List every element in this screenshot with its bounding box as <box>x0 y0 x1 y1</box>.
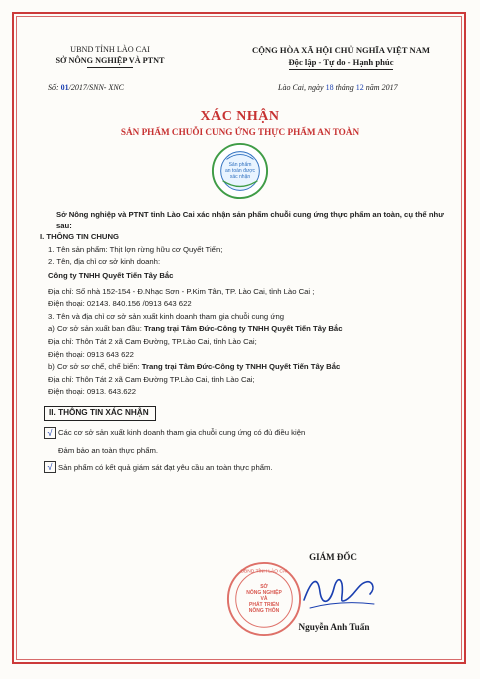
processor <box>40 362 444 373</box>
doc-number-prefix: Số: <box>48 83 61 92</box>
national-header <box>228 44 454 70</box>
document-title: XÁC NHẬN <box>200 109 280 124</box>
document-body <box>40 210 444 476</box>
doc-number-handwritten: 01 <box>60 83 69 92</box>
logo-line3: xác nhận <box>229 173 251 180</box>
intro-paragraph: Sở Nông nghiệp và PTNT tỉnh Lào Cai xác nhận sản phẩm chuỗi cung ứng thực phẩm an toàn, cụ thể như sau: <box>56 210 444 230</box>
primary-producer <box>40 324 444 335</box>
checkbox-checked-1: √ <box>44 427 56 439</box>
date-day: 18 <box>325 83 334 92</box>
confirmation-text-2: Đảm bảo an toàn thực phẩm. <box>58 446 159 456</box>
document-number <box>48 83 124 92</box>
processor-name: Trang trại Tâm Đức-Công ty TNHH Quyết Tiến Tây Bắc <box>141 362 341 372</box>
confirmation-text-1: Các cơ sở sản xuất kinh doanh tham gia chuỗi cung ứng có đủ điều kiện <box>58 427 306 437</box>
section1-title: I. THÔNG TIN CHUNG <box>40 232 120 242</box>
stamp-line4: PHÁT TRIỂN <box>249 602 279 608</box>
logo-line1: Sản phẩm <box>228 162 252 169</box>
confirmation-item-2 <box>40 446 444 457</box>
processor-address: Địa chỉ: Thôn Tát 2 xã Cam Đường TP.Lào Cai, tỉnh Lào Cai; <box>48 374 255 384</box>
signer-title: GIÁM ĐỐC <box>309 552 357 562</box>
stamp-ring-text: UBND TỈNH LÀO CAI <box>240 569 288 575</box>
document-date <box>278 83 398 92</box>
checkbox-checked-3: √ <box>44 461 56 473</box>
issuer-department: SỞ NÔNG NGHIỆP VÀ PTNT <box>55 56 165 65</box>
company-phone: Điện thoại: 02143. 840.156 /0913 643 622 <box>48 299 192 309</box>
document-subtitle: SẢN PHẨM CHUỖI CUNG ỨNG THỰC PHẨM AN TOÀN <box>120 127 360 137</box>
signer-name: Nguyễn Anh Tuấn <box>298 622 370 632</box>
date-prefix: Lào Cai, ngày <box>278 83 326 92</box>
doc-number-suffix: /2017/SNN- XNC <box>68 83 125 92</box>
logo-line2: an toàn được <box>224 167 256 174</box>
company-address: Địa chỉ: Số nhà 152-154 - Đ.Nhạc Sơn - P.Kim Tân, TP. Lào Cai, tỉnh Lào Cai ; <box>48 286 315 296</box>
date-year: năm 2017 <box>363 83 398 92</box>
date-month-word: tháng <box>333 83 356 92</box>
business-heading: 2. Tên, địa chỉ cơ sở kinh doanh: <box>48 257 161 267</box>
primary-producer-name: Trang trại Tâm Đức-Công ty TNHH Quyết Tiến Tây Bắc <box>143 324 343 334</box>
national-motto: Độc lập - Tự do - Hạnh phúc <box>288 57 394 67</box>
stamp-text <box>225 584 303 614</box>
primary-producer-label: a) Cơ sở sản xuất ban đầu: <box>48 324 144 334</box>
motto-underline <box>289 69 393 70</box>
national-title: CỘNG HÒA XÃ HỘI CHỦ NGHĨA VIỆT NAM <box>251 45 431 55</box>
primary-producer-phone: Điện thoại: 0913 643 622 <box>48 349 134 359</box>
confirmation-text-3: Sản phẩm có kết quả giám sát đạt yêu cầu an toàn thực phẩm. <box>58 462 273 472</box>
processor-phone: Điện thoại: 0913. 643.622 <box>48 387 137 397</box>
issuer-province: UBND TỈNH LÀO CAI <box>70 45 150 54</box>
stamp-line3: VÀ <box>260 596 268 602</box>
issuer-header <box>40 44 180 68</box>
stamp-line2: NÔNG NGHIỆP <box>246 590 282 596</box>
safe-product-logo <box>211 142 269 200</box>
handwritten-signature <box>300 570 380 614</box>
company-name: Công ty TNHH Quyết Tiến Tây Bắc <box>48 270 174 280</box>
processor-label: b) Cơ sở sơ chế, chế biến: <box>48 362 142 372</box>
date-month: 12 <box>355 83 364 92</box>
stamp-line1: SỞ <box>260 584 268 590</box>
chain-heading: 3. Tên và địa chỉ cơ sở sản xuất kinh doanh tham gia chuỗi cung ứng <box>48 311 285 321</box>
product-name: 1. Tên sản phẩm: Thịt lợn rừng hữu cơ Quyết Tiến; <box>48 244 223 254</box>
primary-producer-address: Địa chỉ: Thôn Tát 2 xã Cam Đường, TP.Lào Cai, tỉnh Lào Cai; <box>48 336 257 346</box>
stamp-line5: NÔNG THÔN <box>248 608 280 614</box>
issuer-underline <box>87 67 133 68</box>
confirmation-item-3 <box>40 463 444 474</box>
confirmation-item-1 <box>40 428 444 439</box>
section2-title: II. THÔNG TIN XÁC NHẬN <box>44 406 156 421</box>
